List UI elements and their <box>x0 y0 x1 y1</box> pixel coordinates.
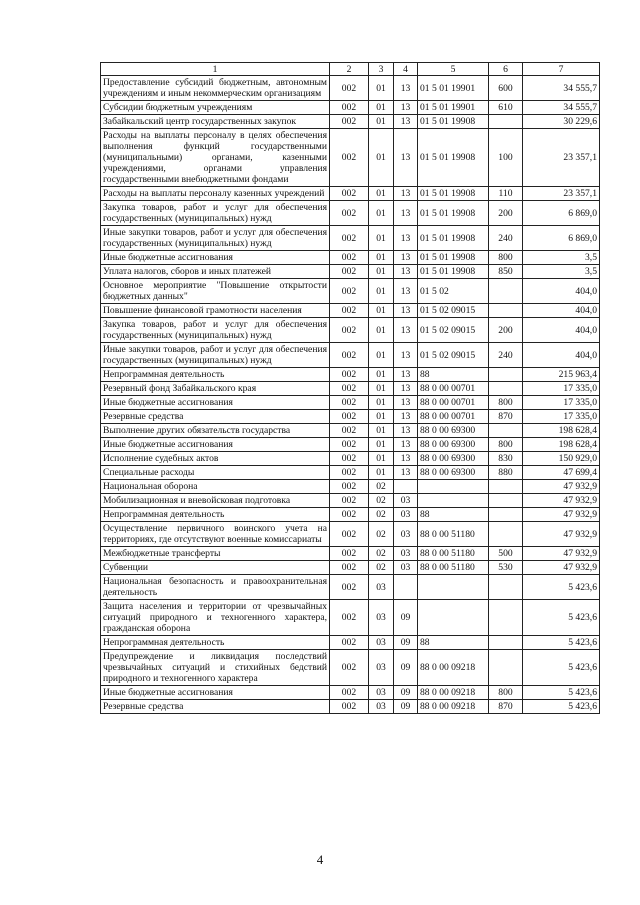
target-article-code: 88 0 00 69300 <box>418 452 489 466</box>
expense-type-code: 800 <box>489 251 523 265</box>
subsection-code: 09 <box>394 650 418 686</box>
target-article-code: 88 0 00 69300 <box>418 424 489 438</box>
item-name: Осуществление первичного воинского учета на территориях, где отсутствуют военные комиссариаты <box>101 522 330 547</box>
expense-type-code <box>489 382 523 396</box>
table-row <box>101 201 600 226</box>
section-code: 03 <box>369 700 394 714</box>
subsection-code: 13 <box>394 382 418 396</box>
target-article-code: 88 0 00 09218 <box>418 700 489 714</box>
target-article-code: 88 0 00 00701 <box>418 382 489 396</box>
section-code: 01 <box>369 318 394 343</box>
expense-type-code: 800 <box>489 438 523 452</box>
subsection-code: 03 <box>394 508 418 522</box>
budget-table-container <box>100 62 599 714</box>
table-row <box>101 251 600 265</box>
expense-type-code: 110 <box>489 187 523 201</box>
subsection-code: 13 <box>394 226 418 251</box>
item-name: Повышение финансовой грамотности населения <box>101 304 330 318</box>
col-header-1: 1 <box>101 63 330 76</box>
expense-type-code <box>489 115 523 129</box>
subsection-code: 13 <box>394 368 418 382</box>
table-row <box>101 452 600 466</box>
section-code: 02 <box>369 508 394 522</box>
item-name: Закупка товаров, работ и услуг для обеспечения государственных (муниципальных) нужд <box>101 318 330 343</box>
table-row <box>101 410 600 424</box>
table-row <box>101 686 600 700</box>
table-row <box>101 187 600 201</box>
section-code: 02 <box>369 561 394 575</box>
ministry-code: 002 <box>330 522 369 547</box>
section-code: 03 <box>369 650 394 686</box>
section-code: 01 <box>369 187 394 201</box>
ministry-code: 002 <box>330 508 369 522</box>
amount: 198 628,4 <box>523 424 600 438</box>
expense-type-code: 830 <box>489 452 523 466</box>
amount: 404,0 <box>523 304 600 318</box>
amount: 17 335,0 <box>523 382 600 396</box>
table-row <box>101 343 600 368</box>
expense-type-code <box>489 368 523 382</box>
table-row <box>101 304 600 318</box>
target-article-code: 01 5 02 09015 <box>418 318 489 343</box>
subsection-code: 13 <box>394 438 418 452</box>
subsection-code <box>394 480 418 494</box>
item-name: Специальные расходы <box>101 466 330 480</box>
table-row <box>101 466 600 480</box>
target-article-code: 01 5 02 <box>418 279 489 304</box>
table-row <box>101 382 600 396</box>
amount: 404,0 <box>523 343 600 368</box>
expense-type-code: 240 <box>489 343 523 368</box>
ministry-code: 002 <box>330 452 369 466</box>
subsection-code: 13 <box>394 318 418 343</box>
subsection-code: 13 <box>394 304 418 318</box>
amount: 404,0 <box>523 318 600 343</box>
amount: 23 357,1 <box>523 129 600 187</box>
table-row <box>101 115 600 129</box>
item-name: Национальная оборона <box>101 480 330 494</box>
amount: 6 869,0 <box>523 226 600 251</box>
subsection-code: 09 <box>394 636 418 650</box>
subsection-code: 13 <box>394 279 418 304</box>
target-article-code <box>418 480 489 494</box>
table-row <box>101 547 600 561</box>
col-header-2: 2 <box>330 63 369 76</box>
subsection-code: 03 <box>394 561 418 575</box>
section-code: 03 <box>369 575 394 600</box>
section-code: 01 <box>369 452 394 466</box>
amount: 17 335,0 <box>523 396 600 410</box>
expense-type-code: 610 <box>489 101 523 115</box>
amount: 215 963,4 <box>523 368 600 382</box>
ministry-code: 002 <box>330 115 369 129</box>
subsection-code: 13 <box>394 466 418 480</box>
subsection-code: 09 <box>394 700 418 714</box>
item-name: Непрограммная деятельность <box>101 636 330 650</box>
expense-type-code: 100 <box>489 129 523 187</box>
expense-type-code: 240 <box>489 226 523 251</box>
ministry-code: 002 <box>330 101 369 115</box>
table-row <box>101 265 600 279</box>
subsection-code: 03 <box>394 547 418 561</box>
amount: 5 423,6 <box>523 636 600 650</box>
item-name: Резервные средства <box>101 700 330 714</box>
table-row <box>101 700 600 714</box>
table-row <box>101 279 600 304</box>
target-article-code: 01 5 01 19908 <box>418 129 489 187</box>
target-article-code: 88 <box>418 636 489 650</box>
expense-type-code <box>489 494 523 508</box>
table-row <box>101 508 600 522</box>
ministry-code: 002 <box>330 480 369 494</box>
table-row <box>101 494 600 508</box>
amount: 6 869,0 <box>523 201 600 226</box>
target-article-code: 01 5 01 19908 <box>418 187 489 201</box>
expense-type-code <box>489 575 523 600</box>
target-article-code <box>418 575 489 600</box>
ministry-code: 002 <box>330 396 369 410</box>
item-name: Непрограммная деятельность <box>101 368 330 382</box>
expense-type-code: 200 <box>489 201 523 226</box>
target-article-code: 01 5 01 19901 <box>418 101 489 115</box>
expense-type-code: 800 <box>489 396 523 410</box>
amount: 5 423,6 <box>523 700 600 714</box>
ministry-code: 002 <box>330 265 369 279</box>
expense-type-code <box>489 424 523 438</box>
item-name: Национальная безопасность и правоохранительная деятельность <box>101 575 330 600</box>
ministry-code: 002 <box>330 368 369 382</box>
table-row <box>101 424 600 438</box>
subsection-code: 13 <box>394 396 418 410</box>
section-code: 01 <box>369 368 394 382</box>
target-article-code: 88 0 00 69300 <box>418 438 489 452</box>
item-name: Предупреждение и ликвидация последствий чрезвычайных ситуаций и стихийных бедствий природного и техногенного характера <box>101 650 330 686</box>
item-name: Иные бюджетные ассигнования <box>101 396 330 410</box>
table-row <box>101 368 600 382</box>
amount: 47 699,4 <box>523 466 600 480</box>
item-name: Закупка товаров, работ и услуг для обеспечения государственных (муниципальных) нужд <box>101 201 330 226</box>
amount: 3,5 <box>523 251 600 265</box>
amount: 47 932,9 <box>523 494 600 508</box>
target-article-code: 88 0 00 09218 <box>418 650 489 686</box>
subsection-code: 09 <box>394 600 418 636</box>
page-number: 4 <box>316 852 324 867</box>
ministry-code: 002 <box>330 251 369 265</box>
section-code: 01 <box>369 101 394 115</box>
target-article-code: 01 5 01 19908 <box>418 115 489 129</box>
target-article-code: 01 5 01 19908 <box>418 265 489 279</box>
section-code: 03 <box>369 600 394 636</box>
table-row <box>101 600 600 636</box>
table-row <box>101 480 600 494</box>
ministry-code: 002 <box>330 686 369 700</box>
col-header-4: 4 <box>394 63 418 76</box>
col-header-3: 3 <box>369 63 394 76</box>
amount: 30 229,6 <box>523 115 600 129</box>
subsection-code: 13 <box>394 129 418 187</box>
amount: 5 423,6 <box>523 686 600 700</box>
target-article-code: 88 0 00 51180 <box>418 547 489 561</box>
item-name: Забайкальский центр государственных закупок <box>101 115 330 129</box>
ministry-code: 002 <box>330 304 369 318</box>
item-name: Иные бюджетные ассигнования <box>101 251 330 265</box>
item-name: Предоставление субсидий бюджетным, автономным учреждениям и иным некоммерческим организациям <box>101 76 330 101</box>
amount: 17 335,0 <box>523 410 600 424</box>
item-name: Субвенции <box>101 561 330 575</box>
target-article-code: 01 5 01 19908 <box>418 251 489 265</box>
amount: 47 932,9 <box>523 547 600 561</box>
section-code: 02 <box>369 547 394 561</box>
target-article-code: 88 0 00 00701 <box>418 410 489 424</box>
item-name: Иные закупки товаров, работ и услуг для обеспечения государственных (муниципальных) нужд <box>101 343 330 368</box>
subsection-code: 13 <box>394 76 418 101</box>
table-row <box>101 636 600 650</box>
ministry-code: 002 <box>330 547 369 561</box>
ministry-code: 002 <box>330 636 369 650</box>
section-code: 02 <box>369 522 394 547</box>
amount: 23 357,1 <box>523 187 600 201</box>
subsection-code: 13 <box>394 187 418 201</box>
expense-type-code: 800 <box>489 686 523 700</box>
section-code: 01 <box>369 396 394 410</box>
table-row <box>101 575 600 600</box>
expense-type-code <box>489 480 523 494</box>
item-name: Расходы на выплаты персоналу казенных учреждений <box>101 187 330 201</box>
target-article-code: 01 5 01 19908 <box>418 226 489 251</box>
section-code: 01 <box>369 251 394 265</box>
section-code: 01 <box>369 115 394 129</box>
ministry-code: 002 <box>330 600 369 636</box>
table-row <box>101 226 600 251</box>
item-name: Исполнение судебных актов <box>101 452 330 466</box>
subsection-code: 13 <box>394 201 418 226</box>
target-article-code: 88 0 00 69300 <box>418 466 489 480</box>
item-name: Иные бюджетные ассигнования <box>101 686 330 700</box>
section-code: 02 <box>369 480 394 494</box>
subsection-code <box>394 575 418 600</box>
item-name: Расходы на выплаты персоналу в целях обеспечения выполнения функций государственными (муниципальными) органами, казенными учреждениями, органами управления государственными внебюджетными фондами <box>101 129 330 187</box>
expense-type-code <box>489 600 523 636</box>
ministry-code: 002 <box>330 187 369 201</box>
subsection-code: 13 <box>394 343 418 368</box>
section-code: 01 <box>369 279 394 304</box>
ministry-code: 002 <box>330 279 369 304</box>
item-name: Уплата налогов, сборов и иных платежей <box>101 265 330 279</box>
ministry-code: 002 <box>330 201 369 226</box>
amount: 404,0 <box>523 279 600 304</box>
item-name: Субсидии бюджетным учреждениям <box>101 101 330 115</box>
table-row <box>101 522 600 547</box>
section-code: 01 <box>369 76 394 101</box>
section-code: 01 <box>369 265 394 279</box>
target-article-code: 01 5 01 19908 <box>418 201 489 226</box>
ministry-code: 002 <box>330 575 369 600</box>
expense-type-code <box>489 304 523 318</box>
ministry-code: 002 <box>330 226 369 251</box>
table-row <box>101 318 600 343</box>
subsection-code: 13 <box>394 410 418 424</box>
header-row <box>101 63 600 76</box>
ministry-code: 002 <box>330 700 369 714</box>
expense-type-code: 500 <box>489 547 523 561</box>
target-article-code: 01 5 02 09015 <box>418 304 489 318</box>
expense-type-code <box>489 650 523 686</box>
budget-table <box>100 62 600 714</box>
subsection-code: 13 <box>394 424 418 438</box>
expense-type-code <box>489 279 523 304</box>
target-article-code: 88 0 00 00701 <box>418 396 489 410</box>
target-article-code: 88 <box>418 508 489 522</box>
ministry-code: 002 <box>330 382 369 396</box>
table-row <box>101 396 600 410</box>
ministry-code: 002 <box>330 318 369 343</box>
expense-type-code <box>489 508 523 522</box>
section-code: 01 <box>369 438 394 452</box>
expense-type-code: 200 <box>489 318 523 343</box>
table-row <box>101 561 600 575</box>
target-article-code: 88 0 00 51180 <box>418 561 489 575</box>
expense-type-code <box>489 636 523 650</box>
target-article-code: 01 5 02 09015 <box>418 343 489 368</box>
section-code: 01 <box>369 201 394 226</box>
col-header-6: 6 <box>489 63 523 76</box>
subsection-code: 13 <box>394 265 418 279</box>
item-name: Основное мероприятие "Повышение открытости бюджетных данных" <box>101 279 330 304</box>
ministry-code: 002 <box>330 494 369 508</box>
amount: 47 932,9 <box>523 508 600 522</box>
amount: 5 423,6 <box>523 600 600 636</box>
table-body <box>101 76 600 714</box>
amount: 47 932,9 <box>523 522 600 547</box>
table-row <box>101 76 600 101</box>
ministry-code: 002 <box>330 410 369 424</box>
section-code: 01 <box>369 424 394 438</box>
expense-type-code: 880 <box>489 466 523 480</box>
amount: 47 932,9 <box>523 480 600 494</box>
amount: 34 555,7 <box>523 76 600 101</box>
ministry-code: 002 <box>330 424 369 438</box>
item-name: Резервный фонд Забайкальского края <box>101 382 330 396</box>
section-code: 01 <box>369 382 394 396</box>
subsection-code: 13 <box>394 251 418 265</box>
subsection-code: 09 <box>394 686 418 700</box>
col-header-5: 5 <box>418 63 489 76</box>
ministry-code: 002 <box>330 76 369 101</box>
item-name: Иные закупки товаров, работ и услуг для обеспечения государственных (муниципальных) нужд <box>101 226 330 251</box>
target-article-code <box>418 600 489 636</box>
subsection-code: 13 <box>394 101 418 115</box>
section-code: 01 <box>369 466 394 480</box>
amount: 34 555,7 <box>523 101 600 115</box>
section-code: 01 <box>369 129 394 187</box>
amount: 47 932,9 <box>523 561 600 575</box>
ministry-code: 002 <box>330 650 369 686</box>
expense-type-code: 850 <box>489 265 523 279</box>
target-article-code: 01 5 01 19901 <box>418 76 489 101</box>
expense-type-code: 870 <box>489 410 523 424</box>
target-article-code: 88 0 00 09218 <box>418 686 489 700</box>
item-name: Выполнение других обязательств государства <box>101 424 330 438</box>
ministry-code: 002 <box>330 466 369 480</box>
section-code: 03 <box>369 636 394 650</box>
section-code: 01 <box>369 226 394 251</box>
table-row <box>101 650 600 686</box>
expense-type-code: 600 <box>489 76 523 101</box>
expense-type-code: 870 <box>489 700 523 714</box>
expense-type-code: 530 <box>489 561 523 575</box>
amount: 198 628,4 <box>523 438 600 452</box>
ministry-code: 002 <box>330 561 369 575</box>
item-name: Иные бюджетные ассигнования <box>101 438 330 452</box>
subsection-code: 13 <box>394 452 418 466</box>
subsection-code: 03 <box>394 522 418 547</box>
amount: 3,5 <box>523 265 600 279</box>
ministry-code: 002 <box>330 343 369 368</box>
target-article-code: 88 <box>418 368 489 382</box>
expense-type-code <box>489 522 523 547</box>
section-code: 01 <box>369 343 394 368</box>
section-code: 03 <box>369 686 394 700</box>
subsection-code: 03 <box>394 494 418 508</box>
section-code: 01 <box>369 304 394 318</box>
table-row <box>101 438 600 452</box>
section-code: 01 <box>369 410 394 424</box>
table-row <box>101 101 600 115</box>
item-name: Резервные средства <box>101 410 330 424</box>
amount: 150 929,0 <box>523 452 600 466</box>
ministry-code: 002 <box>330 438 369 452</box>
amount: 5 423,6 <box>523 575 600 600</box>
amount: 5 423,6 <box>523 650 600 686</box>
ministry-code: 002 <box>330 129 369 187</box>
item-name: Межбюджетные трансферты <box>101 547 330 561</box>
item-name: Непрограммная деятельность <box>101 508 330 522</box>
table-row <box>101 129 600 187</box>
item-name: Мобилизационная и вневойсковая подготовка <box>101 494 330 508</box>
target-article-code <box>418 494 489 508</box>
section-code: 02 <box>369 494 394 508</box>
target-article-code: 88 0 00 51180 <box>418 522 489 547</box>
item-name: Защита населения и территории от чрезвычайных ситуаций природного и техногенного характера, гражданская оборона <box>101 600 330 636</box>
subsection-code: 13 <box>394 115 418 129</box>
col-header-7: 7 <box>523 63 600 76</box>
